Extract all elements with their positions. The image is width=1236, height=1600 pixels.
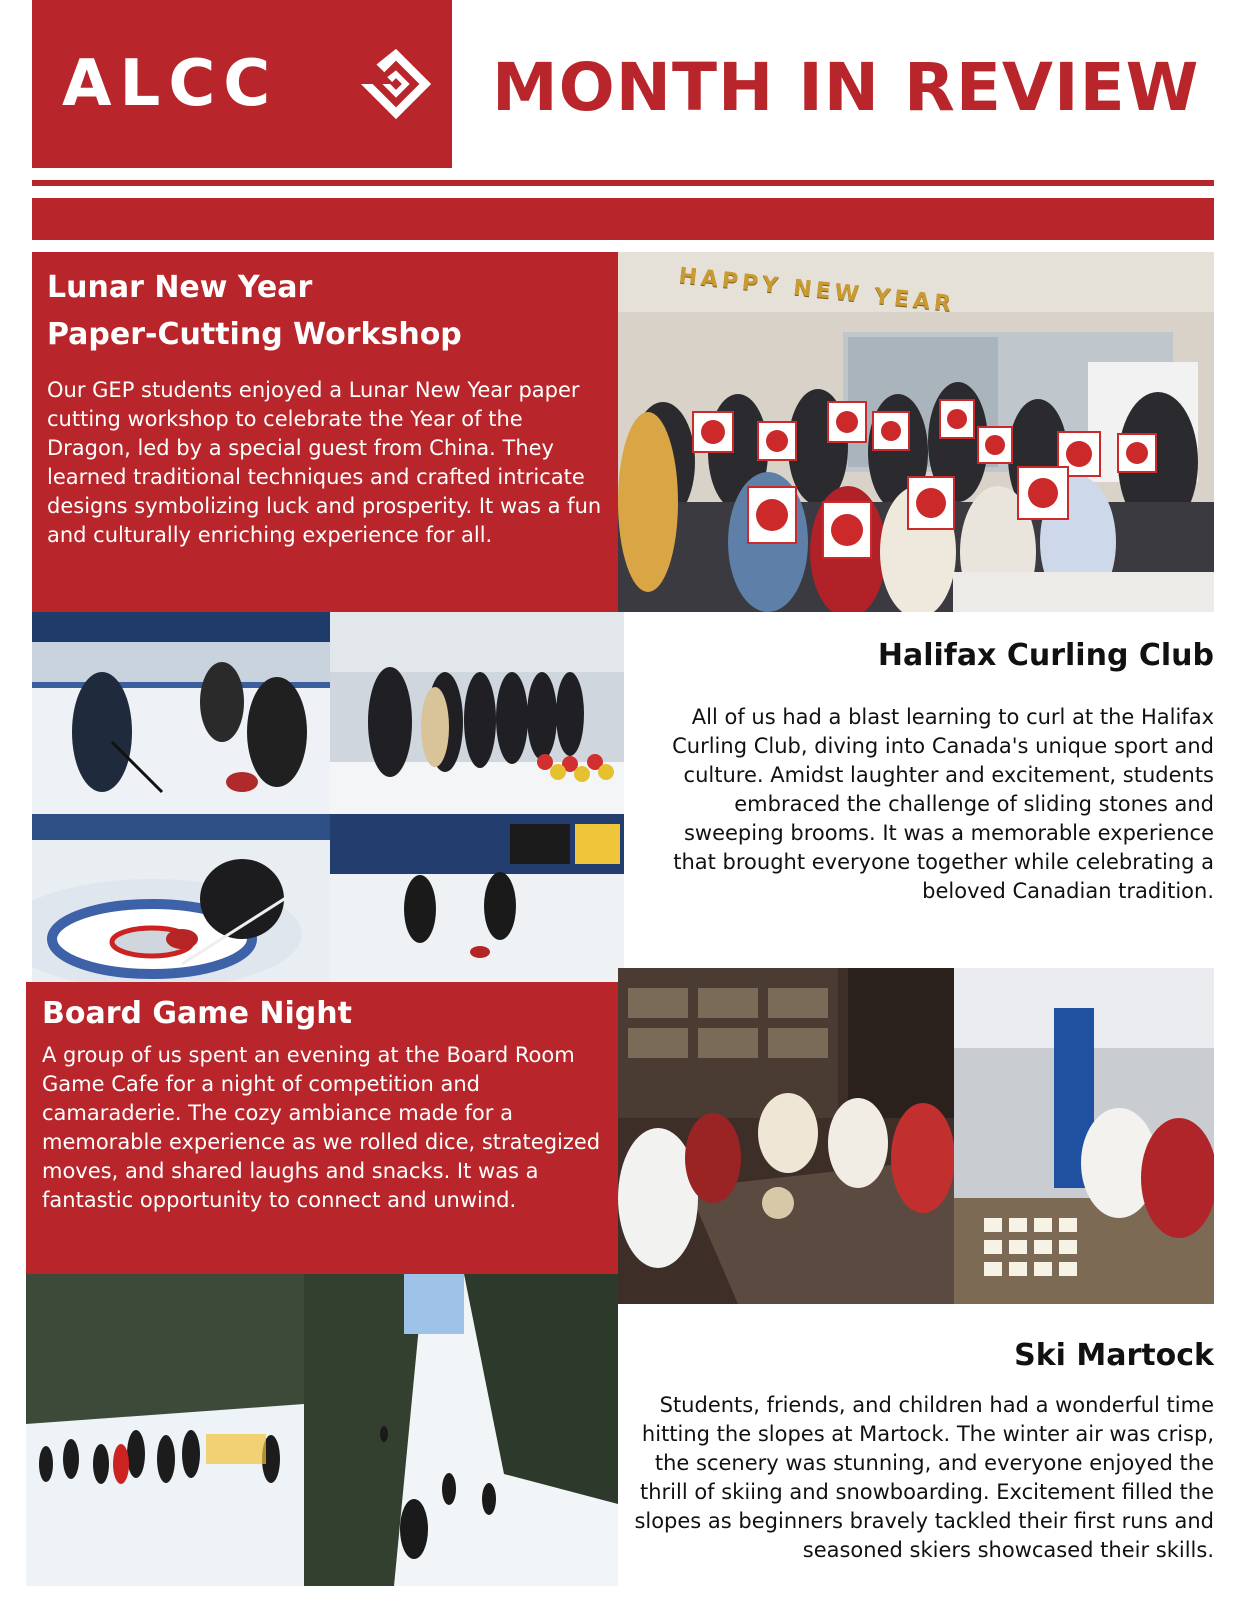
ski-body: Students, friends, and children had a wonderful time hitting the slopes at Martock. The winter air was crisp, the scenery was stunning, and everyone enjoyed the thrill of skiing and snowboarding. Excitement filled the slopes as beginners bravely tackled their first runs and seasoned skiers showcased their skills. bbox=[634, 1393, 1214, 1562]
photo-ski-lesson bbox=[26, 1274, 304, 1586]
photo-board-game-cafe bbox=[618, 968, 954, 1304]
photo-banner-text: HAPPY NEW YEAR bbox=[677, 263, 957, 318]
logo-box bbox=[32, 0, 452, 168]
header-rule-thin bbox=[32, 180, 1214, 186]
header-rule-thick bbox=[32, 198, 1214, 240]
logo-text: ALCC bbox=[62, 47, 279, 121]
photo-paper-cutting-group bbox=[618, 252, 1214, 612]
photo-curling-lineup bbox=[330, 612, 624, 814]
photo-ski-slope bbox=[304, 1274, 618, 1586]
curling-body: All of us had a blast learning to curl at the Halifax Curling Club, diving into Canada's unique sport and culture. Amidst laughter and excitement, students embraced the challenge of sliding stones and sweeping brooms. It was a memorable experience that brought everyone together while celebrating a beloved Canadian tradition. bbox=[672, 705, 1214, 903]
board-heading: Board Game Night bbox=[42, 996, 352, 1031]
photo-curling-sweepers bbox=[330, 814, 624, 982]
photo-curling-sweep bbox=[32, 612, 330, 814]
lunar-new-year-panel bbox=[32, 252, 618, 612]
board-game-panel bbox=[26, 982, 618, 1274]
photo-curling-throw bbox=[32, 814, 330, 982]
logo-chevron-icon bbox=[357, 45, 435, 123]
lunar-heading-line1: Lunar New Year bbox=[47, 270, 313, 305]
ski-section bbox=[630, 1332, 1214, 1565]
photo-board-game-cards bbox=[954, 968, 1214, 1304]
lunar-heading-line2: Paper-Cutting Workshop bbox=[47, 317, 462, 352]
board-body: A group of us spent an evening at the Board Room Game Cafe for a night of competition and camaraderie. The cozy ambiance made for a memorable experience as we rolled dice, strategized moves, and shared laughs and snacks. It was a fantastic opportunity to connect and unwind. bbox=[42, 1043, 601, 1212]
curling-section bbox=[640, 632, 1214, 906]
lunar-body: Our GEP students enjoyed a Lunar New Year paper cutting workshop to celebrate the Year of the Dragon, led by a special guest from China. They learned traditional techniques and crafted intricate designs symbolizing luck and prosperity. It was a fun and culturally enriching experience for all. bbox=[47, 378, 602, 547]
page-title: MONTH IN REVIEW bbox=[492, 49, 1200, 126]
curling-heading: Halifax Curling Club bbox=[877, 638, 1214, 673]
ski-heading: Ski Martock bbox=[1014, 1338, 1214, 1373]
